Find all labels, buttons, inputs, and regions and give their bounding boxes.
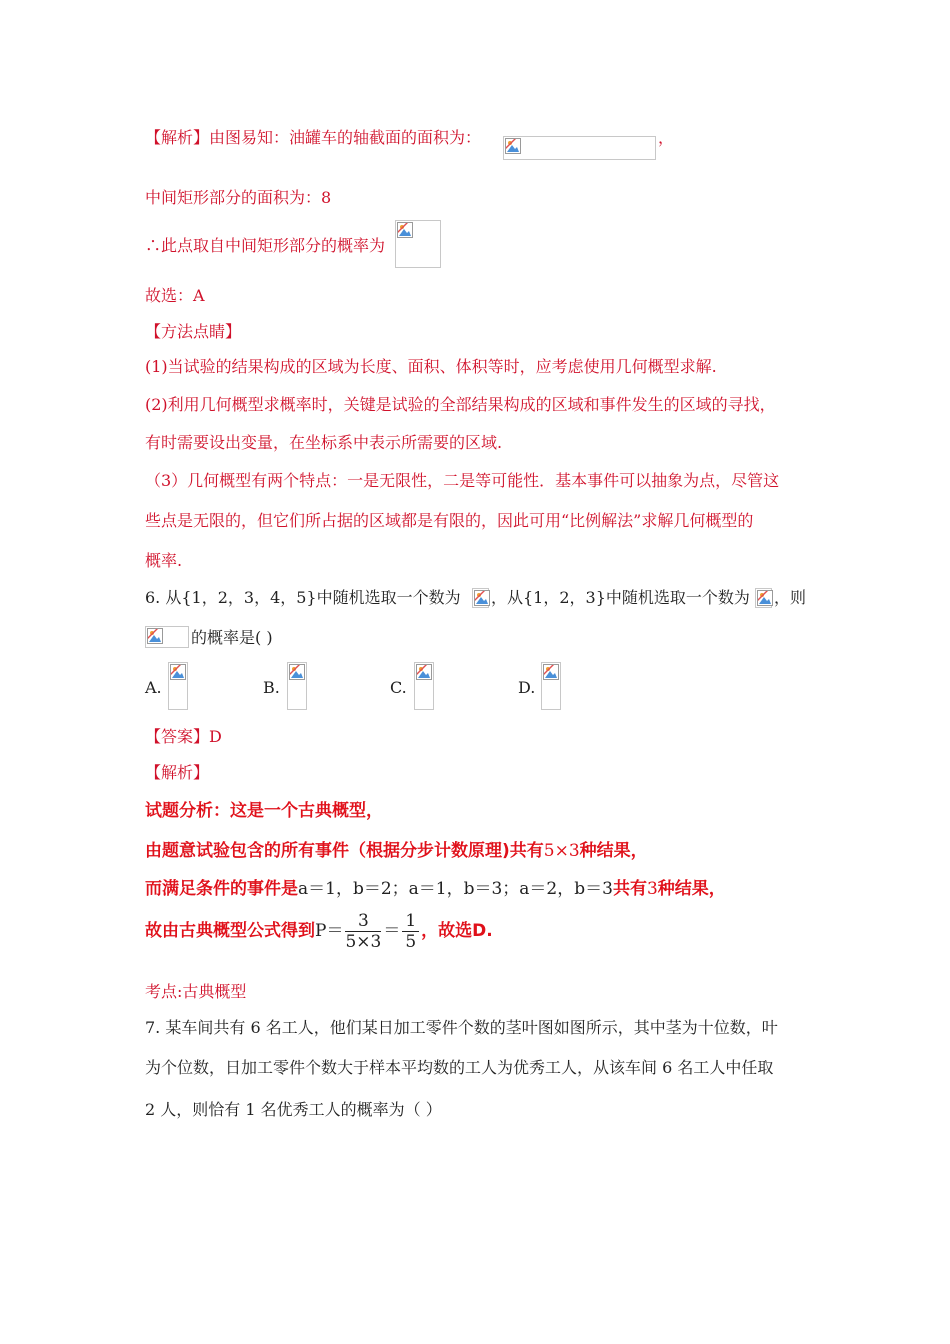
option-c-image [414, 662, 434, 710]
fraction-3-over-15: $\frac{3}{5\times 3}$ [345, 910, 382, 952]
variable-a-image [472, 588, 489, 608]
fraction-1-over-5: $\frac{1}{5}$ [402, 911, 419, 952]
question-6-stem-c: ，则 [774, 588, 807, 607]
analysis-line-3: ∴此点取自中间矩形部分的概率为 [145, 236, 386, 255]
probability-formula-image [395, 220, 441, 268]
equals-sign: ＝ [383, 921, 401, 941]
broken-image-icon [474, 590, 490, 606]
option-b-label: B. [263, 678, 280, 697]
method-point-3c: 概率. [145, 551, 183, 570]
broken-image-icon [289, 664, 305, 680]
variable-b-image [755, 588, 772, 608]
option-b-image [287, 662, 307, 710]
probability-symbol: P＝ [315, 921, 344, 941]
question-6-stem-b: ，从{1，2，3}中随机选取一个数为 [491, 588, 750, 607]
question-7-line-1: 7. 某车间共有 6 名工人，他们某日加工零件个数的茎叶图如图所示，其中茎为十位数，叶 [145, 1018, 778, 1037]
answer: 【答案】D [145, 727, 222, 746]
broken-image-icon [397, 222, 413, 238]
option-d-label: D. [518, 678, 536, 697]
method-point-2a: (2)利用几何概型求概率时，关键是试验的全部结果构成的区域和事件发生的区域的寻找， [145, 395, 776, 414]
broken-image-icon [543, 664, 559, 680]
analysis-line-1: 【解析】由图易知：油罐车的轴截面的面积为： [145, 128, 482, 147]
formula-image-area [503, 136, 656, 160]
broken-image-icon [170, 664, 186, 680]
method-point-3b: 些点是无限的，但它们所占据的区域都是有限的，因此可用“比例解法”求解几何概型的 [145, 511, 754, 530]
solution-math-events: a＝1，b＝2；a＝1，b＝3；a＝2，b＝3 [298, 879, 613, 899]
solution-math-5x3: 5×3 [543, 841, 580, 861]
analysis-line-2: 中间矩形部分的面积为：8 [145, 188, 332, 207]
broken-image-icon [416, 664, 432, 680]
broken-image-icon [147, 628, 163, 644]
question-6-stem-d: 的概率是( ) [191, 628, 273, 647]
question-7-line-2: 为个位数，日加工零件个数大于样本平均数的工人为优秀工人，从该车间 6 名工人中任取 [145, 1058, 774, 1077]
analysis-title: 【解析】 [145, 763, 210, 782]
method-point-2b: 有时需要设出变量，在坐标系中表示所需要的区域. [145, 433, 503, 452]
solution-math-3: 3 [646, 879, 658, 899]
question-7-line-3: 2 人，则恰有 1 名优秀工人的概率为（ ） [145, 1100, 442, 1119]
method-point-3a: （3）几何概型有两个特点：一是无限性，二是等可能性．基本事件可以抽象为点，尽管这 [145, 471, 780, 490]
condition-image [145, 626, 189, 648]
option-d-image [541, 662, 561, 710]
knowledge-point: 考点:古典概型 [145, 982, 247, 1001]
method-title: 【方法点睛】 [145, 322, 242, 341]
solution-line-2: 由题意试验包含的所有事件（根据分步计数原理)共有5×3种结果， [145, 841, 648, 861]
option-a-label: A. [145, 678, 162, 697]
solution-line-3: 而满足条件的事件是a＝1，b＝2；a＝1，b＝3；a＝2，b＝3共有3种结果， [145, 879, 726, 899]
solution-line-1: 试题分析：这是一个古典概型， [145, 801, 383, 821]
broken-image-icon [505, 138, 521, 154]
analysis-choice: 故选：A [145, 286, 205, 305]
question-6-stem: 6. 从{1，2，3，4，5}中随机选取一个数为 [145, 588, 461, 607]
option-c-label: C. [390, 678, 407, 697]
solution-line-4: 故由古典概型公式得到P＝ $\frac{3}{5\times 3}$ ＝ $\frac{1}{5}$ ，故选D. [145, 910, 493, 952]
method-point-1: (1)当试验的结果构成的区域为长度、面积、体积等时，应考虑使用几何概型求解. [145, 357, 717, 376]
broken-image-icon [757, 590, 773, 606]
option-a-image [168, 662, 188, 710]
analysis-line-1-tail: ， [658, 128, 675, 147]
